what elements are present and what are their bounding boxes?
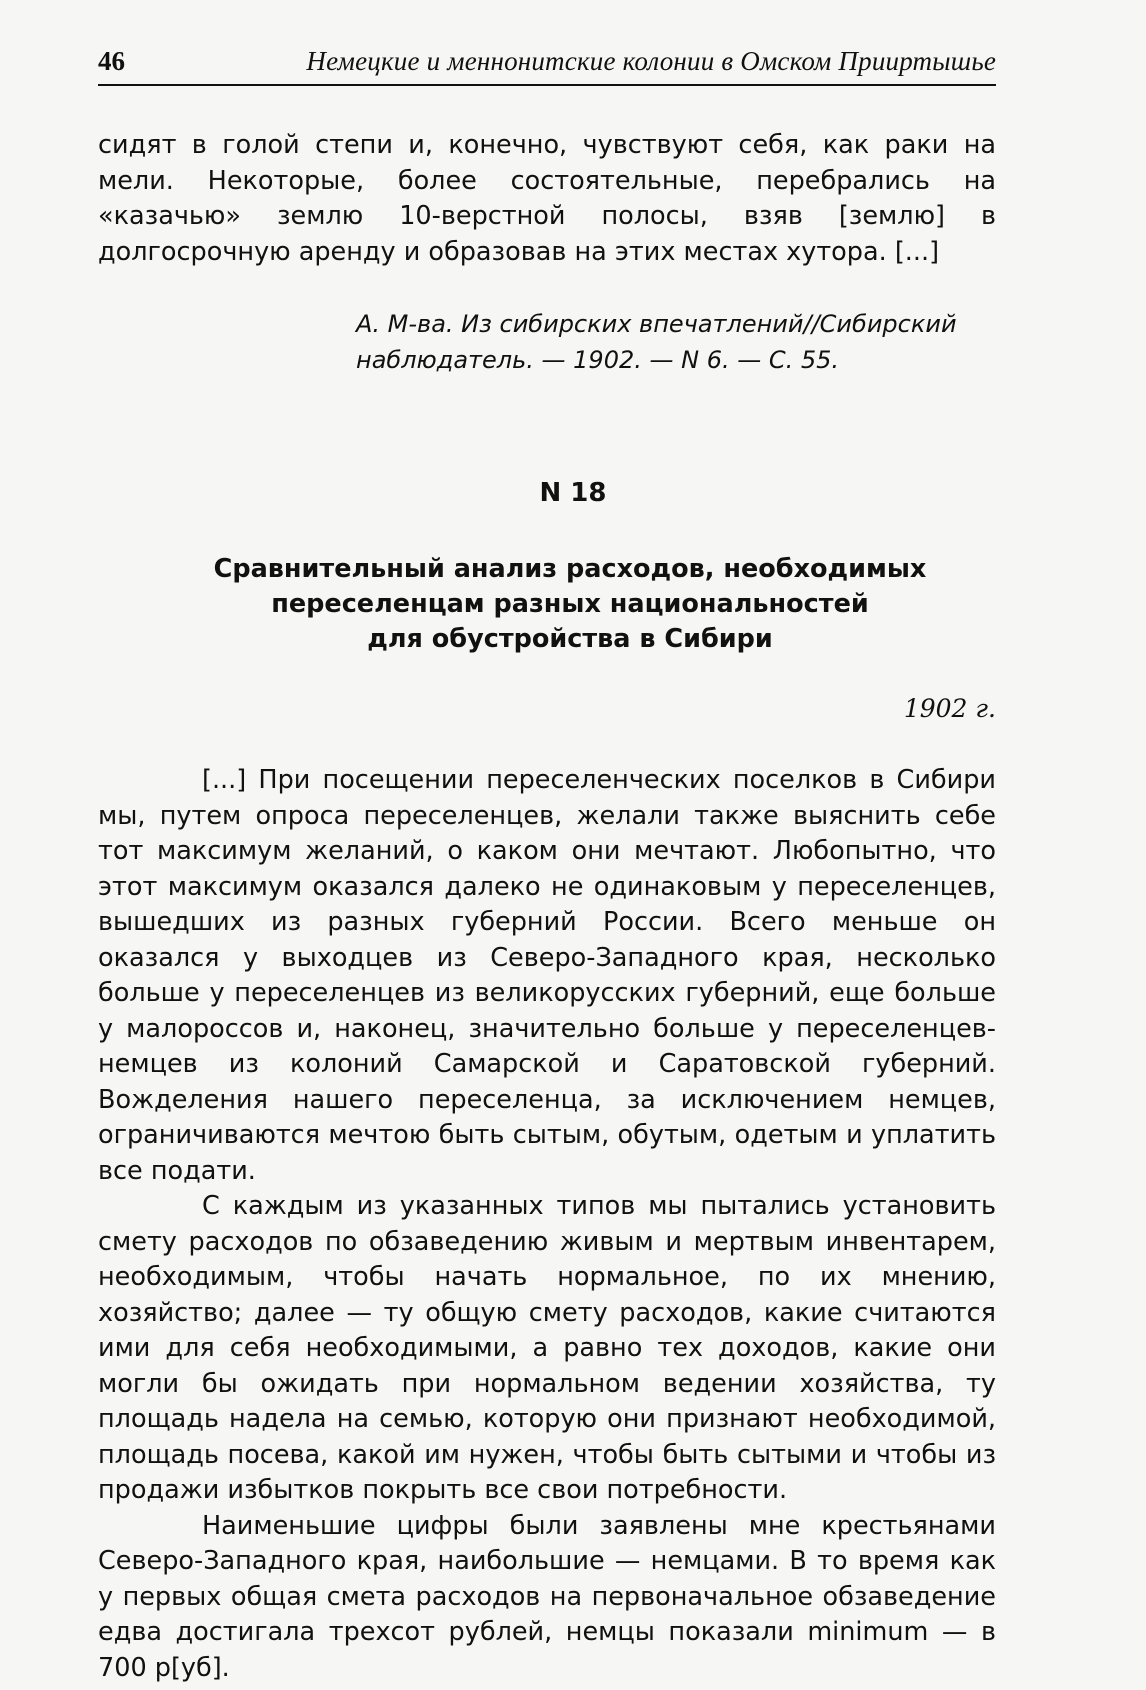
running-header bbox=[98, 44, 996, 86]
document-title-line-3: для обустройства в Сибири bbox=[367, 624, 773, 654]
document-number: N 18 bbox=[539, 478, 607, 508]
body-paragraph-2: С каждым из указанных типов мы пытались установить смету расходов по обзаведению живым и мертвым инвентарем, необходимым, чтобы начать нормальное, по их мнению, хозяйство; далее — ту общую смету расходов, какие считаются ими для себя необходимыми, а равно тех доходов, какие они могли бы ожидать при нормальном ведении хозяйства, ту площадь надела на семью, которую они признают необходимой, площадь посева, какой им нужен, чтобы быть сытыми и чтобы из продажи избытков покрыть все свои потребности. bbox=[98, 1191, 996, 1505]
intro-text-block bbox=[98, 128, 996, 270]
document-title-line-2: переселенцам разных национальностей bbox=[271, 589, 869, 619]
page-number: 46 bbox=[98, 46, 125, 76]
document-title-line-1: Сравнительный анализ расходов, необходимых bbox=[213, 554, 927, 584]
document-title bbox=[140, 552, 1000, 657]
citation-line-1: А. М-ва. Из сибирских впечатлений//Сибирский bbox=[356, 310, 957, 338]
document-date: 1902 г. bbox=[903, 694, 996, 723]
citation-line-2: наблюдатель. — 1902. — N 6. — С. 55. bbox=[356, 346, 840, 374]
body-paragraph-1: [...] При посещении переселенческих поселков в Сибири мы, путем опроса переселенцев, желали также выяснить себе тот максимум желаний, о каком они мечтают. Любопытно, что этот максимум оказался далеко не одинаковым у переселенцев, вышедших из разных губерний России. Всего меньше он оказался у выходцев из Северо-Западного края, несколько больше у переселенцев из великорусских губерний, еще больше у малороссов и, наконец, значительно больше у переселенцев-немцев из колоний Самарской и Саратовской губерний. Вожделения нашего переселенца, за исключением немцев, ограничиваются мечтою быть сытым, обутым, одетым и уплатить все подати. bbox=[98, 765, 996, 1186]
body-paragraph-3: Наименьшие цифры были заявлены мне крестьянами Северо-Западного края, наибольшие — немцами. В то время как у первых общая смета расходов на первоначальное обзаведение едва достигала трехсот рублей, немцы показали minimum — в 700 р[уб]. bbox=[98, 1510, 996, 1683]
running-title: Немецкие и меннонитские колонии в Омском Прииртышье bbox=[306, 46, 996, 76]
source-citation bbox=[356, 306, 996, 378]
intro-paragraph: сидят в голой степи и, конечно, чувствуют себя, как раки на мели. Некоторые, более состоятельные, перебрались на «казачью» землю 10-верстной полосы, взяв [землю] в долгосрочную аренду и образовав на этих местах хутора. [...] bbox=[98, 130, 996, 267]
main-text-block bbox=[98, 763, 996, 1686]
